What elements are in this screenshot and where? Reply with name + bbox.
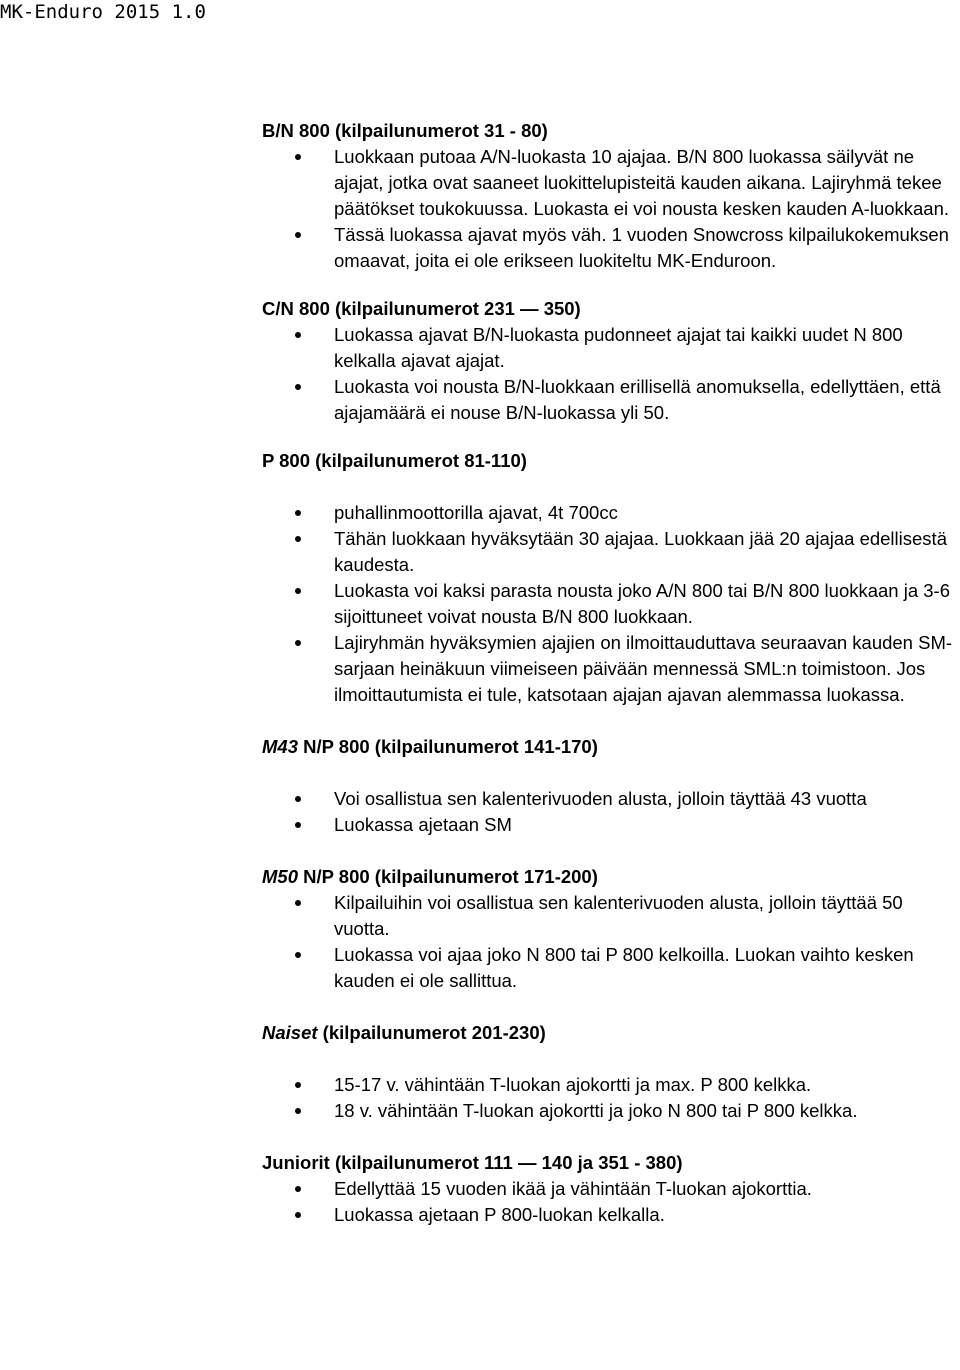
bullet-icon	[295, 1108, 301, 1114]
section-heading: P 800 (kilpailunumerot 81-110)	[262, 450, 527, 471]
list-item: Lajiryhmän hyväksymien ajajien on ilmoittauduttava seuraavan kauden SM-sarjaan heinäkuun viimeiseen päivään mennessä SML:n toimistoon. Jos ilmoittautumista ei tule, katsotaan ajajan ajavan alemmassa luokassa.	[262, 630, 960, 708]
list-item: 15-17 v. vähintään T-luokan ajokortti ja max. P 800 kelkka.	[262, 1072, 960, 1098]
bullet-icon	[295, 588, 301, 594]
bullet-icon	[295, 232, 301, 238]
bullet-list	[262, 786, 960, 838]
bullet-icon	[295, 154, 301, 160]
section-bn-800	[262, 118, 960, 274]
bullet-icon	[295, 796, 301, 802]
bullet-list	[262, 144, 960, 274]
list-item: Tässä luokassa ajavat myös väh. 1 vuoden Snowcross kilpailukokemuksen omaavat, joita ei ole erikseen luokiteltu MK-Enduroon.	[262, 222, 960, 274]
section-p-800	[262, 448, 960, 708]
bullet-icon	[295, 510, 301, 516]
section-naiset	[262, 1020, 960, 1124]
bullet-list	[262, 500, 960, 708]
list-item: puhallinmoottorilla ajavat, 4t 700cc	[262, 500, 960, 526]
section-cn-800	[262, 296, 960, 426]
bullet-icon	[295, 640, 301, 646]
bullet-icon	[295, 536, 301, 542]
bullet-icon	[295, 1082, 301, 1088]
document-title: MK-Enduro 2015 1.0	[0, 1, 206, 23]
bullet-icon	[295, 952, 301, 958]
bullet-list	[262, 890, 960, 994]
bullet-list	[262, 1176, 960, 1228]
bullet-icon	[295, 900, 301, 906]
list-item: Edellyttää 15 vuoden ikää ja vähintään T-luokan ajokorttia.	[262, 1176, 960, 1202]
bullet-icon	[295, 822, 301, 828]
section-heading: M43 N/P 800 (kilpailunumerot 141-170)	[262, 736, 598, 757]
section-heading: Naiset (kilpailunumerot 201-230)	[262, 1022, 546, 1043]
section-heading: C/N 800 (kilpailunumerot 231 — 350)	[262, 298, 581, 319]
list-item: Luokassa ajetaan P 800-luokan kelkalla.	[262, 1202, 960, 1228]
list-item: Tähän luokkaan hyväksytään 30 ajajaa. Luokkaan jää 20 ajajaa edellisestä kaudesta.	[262, 526, 960, 578]
section-m50	[262, 864, 960, 994]
list-item: Kilpailuihin voi osallistua sen kalenterivuoden alusta, jolloin täyttää 50 vuotta.	[262, 890, 960, 942]
list-item: Luokasta voi kaksi parasta nousta joko A/N 800 tai B/N 800 luokkaan ja 3-6 sijoittuneet voivat nousta B/N 800 luokkaan.	[262, 578, 960, 630]
list-item: 18 v. vähintään T-luokan ajokortti ja joko N 800 tai P 800 kelkka.	[262, 1098, 960, 1124]
section-m43	[262, 734, 960, 838]
bullet-icon	[295, 384, 301, 390]
bullet-list	[262, 322, 960, 426]
bullet-list	[262, 1072, 960, 1124]
list-item: Voi osallistua sen kalenterivuoden alusta, jolloin täyttää 43 vuotta	[262, 786, 960, 812]
section-heading: M50 N/P 800 (kilpailunumerot 171-200)	[262, 866, 598, 887]
list-item: Luokassa voi ajaa joko N 800 tai P 800 kelkoilla. Luokan vaihto kesken kauden ei ole sallittua.	[262, 942, 960, 994]
bullet-icon	[295, 1212, 301, 1218]
section-juniorit	[262, 1150, 960, 1228]
list-item: Luokassa ajetaan SM	[262, 812, 960, 838]
bullet-icon	[295, 1186, 301, 1192]
list-item: Luokasta voi nousta B/N-luokkaan erillisellä anomuksella, edellyttäen, että ajajamäärä ei nouse B/N-luokassa yli 50.	[262, 374, 960, 426]
section-heading: B/N 800 (kilpailunumerot 31 - 80)	[262, 120, 548, 141]
section-heading: Juniorit (kilpailunumerot 111 — 140 ja 351 - 380)	[262, 1152, 683, 1173]
list-item: Luokassa ajavat B/N-luokasta pudonneet ajajat tai kaikki uudet N 800 kelkalla ajavat ajajat.	[262, 322, 960, 374]
document-body	[262, 118, 960, 1228]
list-item: Luokkaan putoaa A/N-luokasta 10 ajajaa. B/N 800 luokassa säilyvät ne ajajat, jotka ovat saaneet luokittelupisteitä kauden aikana. Lajiryhmä tekee päätökset toukokuussa. Luokasta ei voi nousta kesken kauden A-luokkaan.	[262, 144, 960, 222]
document-header	[0, 0, 960, 44]
bullet-icon	[295, 332, 301, 338]
